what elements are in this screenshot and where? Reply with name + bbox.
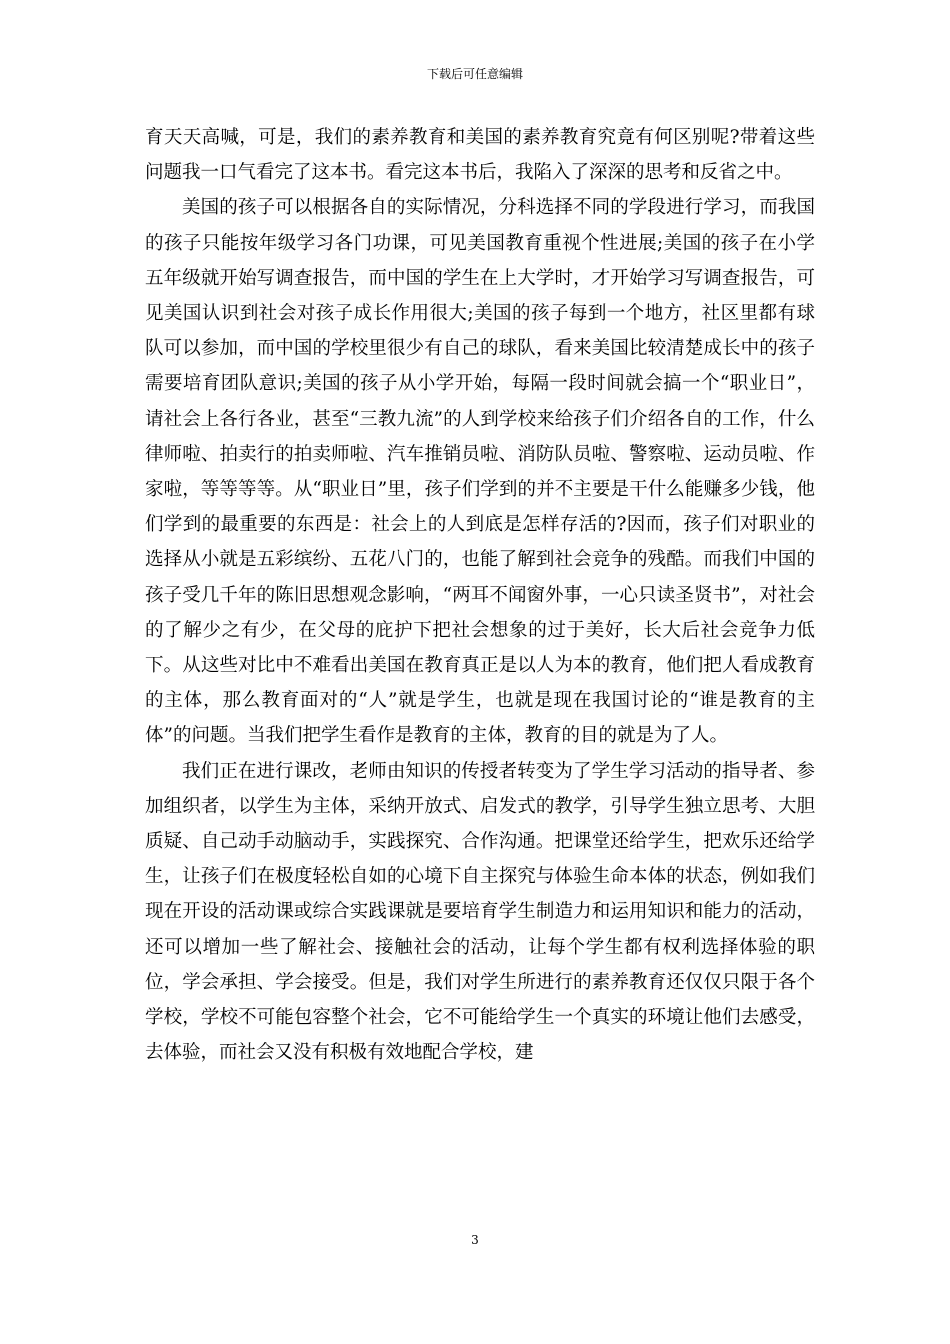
paragraph: 美国的孩子可以根据各自的实际情况，分科选择不同的学段进行学习，而我国的孩子只能按年级学习各门功课，可见美国教育重视个性进展;美国的孩子在小学五年级就开始写调查报告，而中国的学生在上大学时，才开始学习写调查报告，可见美国认识到社会对孩子成长作用很大;美国的孩子每到一个地方，社区里都有球队可以参加，而中国的学校里很少有自己的球队，看来美国比较清楚成长中的孩子需要培育团队意识;美国的孩子从小学开始，每隔一段时间就会搞一个“职业日”，请社会上各行各业，甚至“三教九流”的人到学校来给孩子们介绍各自的工作，什么律师啦、拍卖行的拍卖师啦、汽车推销员啦、消防队员啦、警察啦、运动员啦、作家啦，等等等等。从“职业日”里，孩子们学到的并不主要是干什么能赚多少钱，他们学到的最重要的东西是：社会上的人到底是怎样存活的?因而，孩子们对职业的选择从小就是五彩缤纷、五花八门的，也能了解到社会竞争的残酷。而我们中国的孩子受几千年的陈旧思想观念影响，“两耳不闻窗外事，一心只读圣贤书”，对社会的了解少之有少，在父母的庇护下把社会想象的过于美好，长大后社会竞争力低下。从这些对比中不难看出美国在教育真正是以人为本的教育，他们把人看成教育的主体，那么教育面对的“人”就是学生，也就是现在我国讨论的“谁是教育的主体”的问题。当我们把学生看作是教育的主体，教育的目的就是为了人。	[145, 197, 815, 747]
paragraph: 我们正在进行课改，老师由知识的传授者转变为了学生学习活动的指导者、参加组织者，以学生为主体，采纳开放式、启发式的教学，引导学生独立思考、大胆质疑、自己动手动脑动手，实践探究、合作沟通。把课堂还给学生，把欢乐还给学生，让孩子们在极度轻松自如的心境下自主探究与体验生命本体的状态，例如我们现在开设的活动课或综合实践课就是要培育学生制造力和运用知识和能力的活动，还可以增加一些了解社会、接触社会的活动，让每个学生都有权利选择体验的职位，学会承担、学会接受。但是，我们对学生所进行的素养教育还仅仅只限于各个学校，学校不可能包容整个社会，它不可能给学生一个真实的环境让他们去感受，去体验，而社会又没有积极有效地配合学校，建	[145, 760, 815, 1064]
page-number: 3	[471, 1233, 479, 1247]
page-header: 下载后可任意编辑	[426, 67, 523, 81]
document-body	[145, 120, 815, 1070]
paragraph-continued: 育天天高喊，可是，我们的素养教育和美国的素养教育究竟有何区别呢?带着这些问题我一口气看完了这本书。看完这本书后，我陷入了深深的思考和反省之中。	[145, 127, 815, 184]
